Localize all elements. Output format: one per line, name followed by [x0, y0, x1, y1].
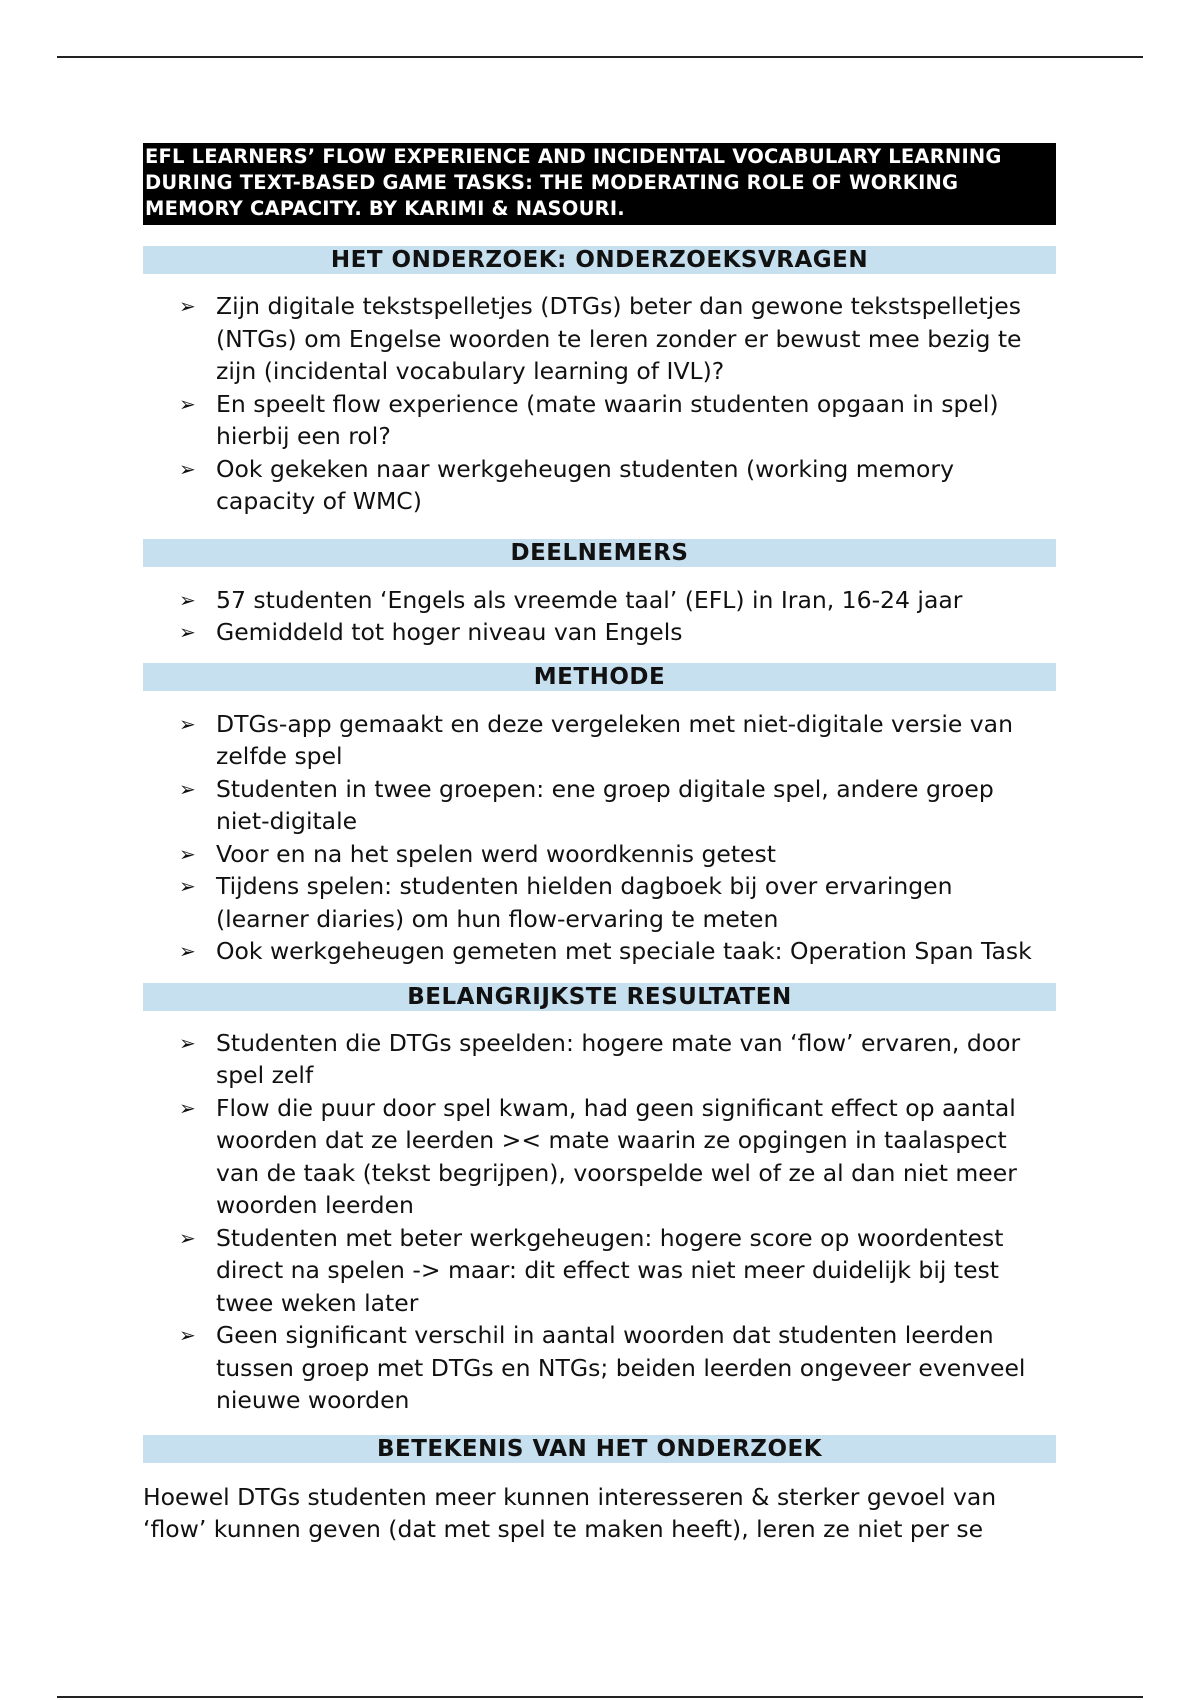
arrow-bullet-icon: ➢ — [179, 776, 196, 801]
section-heading-deelnemers: DEELNEMERS — [143, 539, 1056, 567]
title-line: EFL LEARNERS’ FLOW EXPERIENCE AND INCIDENTAL VOCABULARY LEARNING — [145, 145, 1002, 168]
bottom-rule — [57, 1696, 1143, 1698]
list-item: ➢ Studenten in twee groepen: ene groep digitale spel, andere groep niet-digitale — [179, 774, 994, 835]
section-heading-onderzoek: HET ONDERZOEK: ONDERZOEKSVRAGEN — [143, 246, 1056, 274]
list-item: ➢ DTGs-app gemaakt en deze vergeleken met niet-digitale versie van zelfde spel — [179, 709, 1013, 770]
list-item: ➢ Ook gekeken naar werkgeheugen studenten (working memory capacity of WMC) — [179, 454, 954, 515]
list-item: ➢ Studenten die DTGs speelden: hogere mate van ‘flow’ ervaren, door spel zelf — [179, 1028, 1021, 1089]
arrow-bullet-icon: ➢ — [179, 711, 196, 736]
list-deelnemers — [143, 584, 1056, 649]
list-item: ➢ Geen significant verschil in aantal woorden dat studenten leerden tussen groep met DTGs en NTGs; beiden leerden ongeveer evenveel nieuwe woorden — [179, 1321, 1026, 1414]
list-item: ➢ Studenten met beter werkgeheugen: hogere score op woordentest direct na spelen -> maar: dit effect was niet meer duidelijk bij test twee weken later — [179, 1223, 1004, 1317]
list-methode — [143, 708, 1056, 968]
list-item: ➢ Gemiddeld tot hoger niveau van Engels — [143, 616, 1056, 649]
arrow-bullet-icon: ➢ — [179, 294, 196, 318]
document-body — [143, 143, 1056, 1546]
arrow-bullet-icon: ➢ — [179, 1225, 196, 1250]
arrow-bullet-icon: ➢ — [179, 391, 196, 416]
top-rule — [57, 56, 1143, 58]
list-resultaten — [143, 1027, 1056, 1417]
list-item: ➢ 57 studenten ‘Engels als vreemde taal’ (EFL) in Iran, 16-24 jaar — [143, 584, 1056, 617]
list-item: ➢ Voor en na het spelen werd woordkennis getest — [143, 838, 1056, 871]
arrow-bullet-icon: ➢ — [179, 1095, 196, 1120]
arrow-bullet-icon: ➢ — [179, 1030, 196, 1055]
arrow-bullet-icon: ➢ — [179, 456, 196, 481]
title-line: MEMORY CAPACITY. BY KARIMI & NASOURI. — [145, 197, 625, 220]
list-item: ➢ En speelt flow experience (mate waarin studenten opgaan in spel) hierbij een rol? — [179, 389, 999, 450]
arrow-bullet-icon: ➢ — [179, 939, 196, 963]
list-item: ➢ Tijdens spelen: studenten hielden dagboek bij over ervaringen (learner diaries) om hun flow-ervaring te meten — [179, 872, 953, 933]
section-heading-betekenis: BETEKENIS VAN HET ONDERZOEK — [143, 1435, 1056, 1463]
arrow-bullet-icon: ➢ — [179, 587, 196, 612]
section-heading-methode: METHODE — [143, 663, 1056, 691]
arrow-bullet-icon: ➢ — [179, 1323, 196, 1347]
arrow-bullet-icon: ➢ — [179, 841, 196, 866]
betekenis-paragraph: Hoewel DTGs studenten meer kunnen interesseren & sterker gevoel van ‘flow’ kunnen geven (dat met spel te maken heeft), leren ze niet per se — [143, 1482, 997, 1543]
section-heading-resultaten: BELANGRIJKSTE RESULTATEN — [143, 983, 1056, 1011]
list-item: ➢ Flow die puur door spel kwam, had geen significant effect op aantal woorden dat ze leerden >< mate waarin ze opgingen in taalaspect van de taak (tekst begrijpen), voorspelde wel of ze al dan niet meer woorden leerden — [179, 1093, 1017, 1219]
title-line: DURING TEXT-BASED GAME TASKS: THE MODERATING ROLE OF WORKING — [145, 171, 959, 194]
arrow-bullet-icon: ➢ — [179, 874, 196, 898]
list-item: ➢ Ook werkgeheugen gemeten met speciale taak: Operation Span Task — [143, 935, 1056, 968]
list-onderzoek — [143, 290, 1056, 518]
list-item: ➢ Zijn digitale tekstspelletjes (DTGs) beter dan gewone tekstspelletjes (NTGs) om Engelse woorden te leren zonder er bewust mee bezig te zijn (incidental vocabulary learning of IVL)? — [179, 292, 1022, 385]
page-title — [143, 143, 1056, 225]
arrow-bullet-icon: ➢ — [179, 620, 196, 644]
